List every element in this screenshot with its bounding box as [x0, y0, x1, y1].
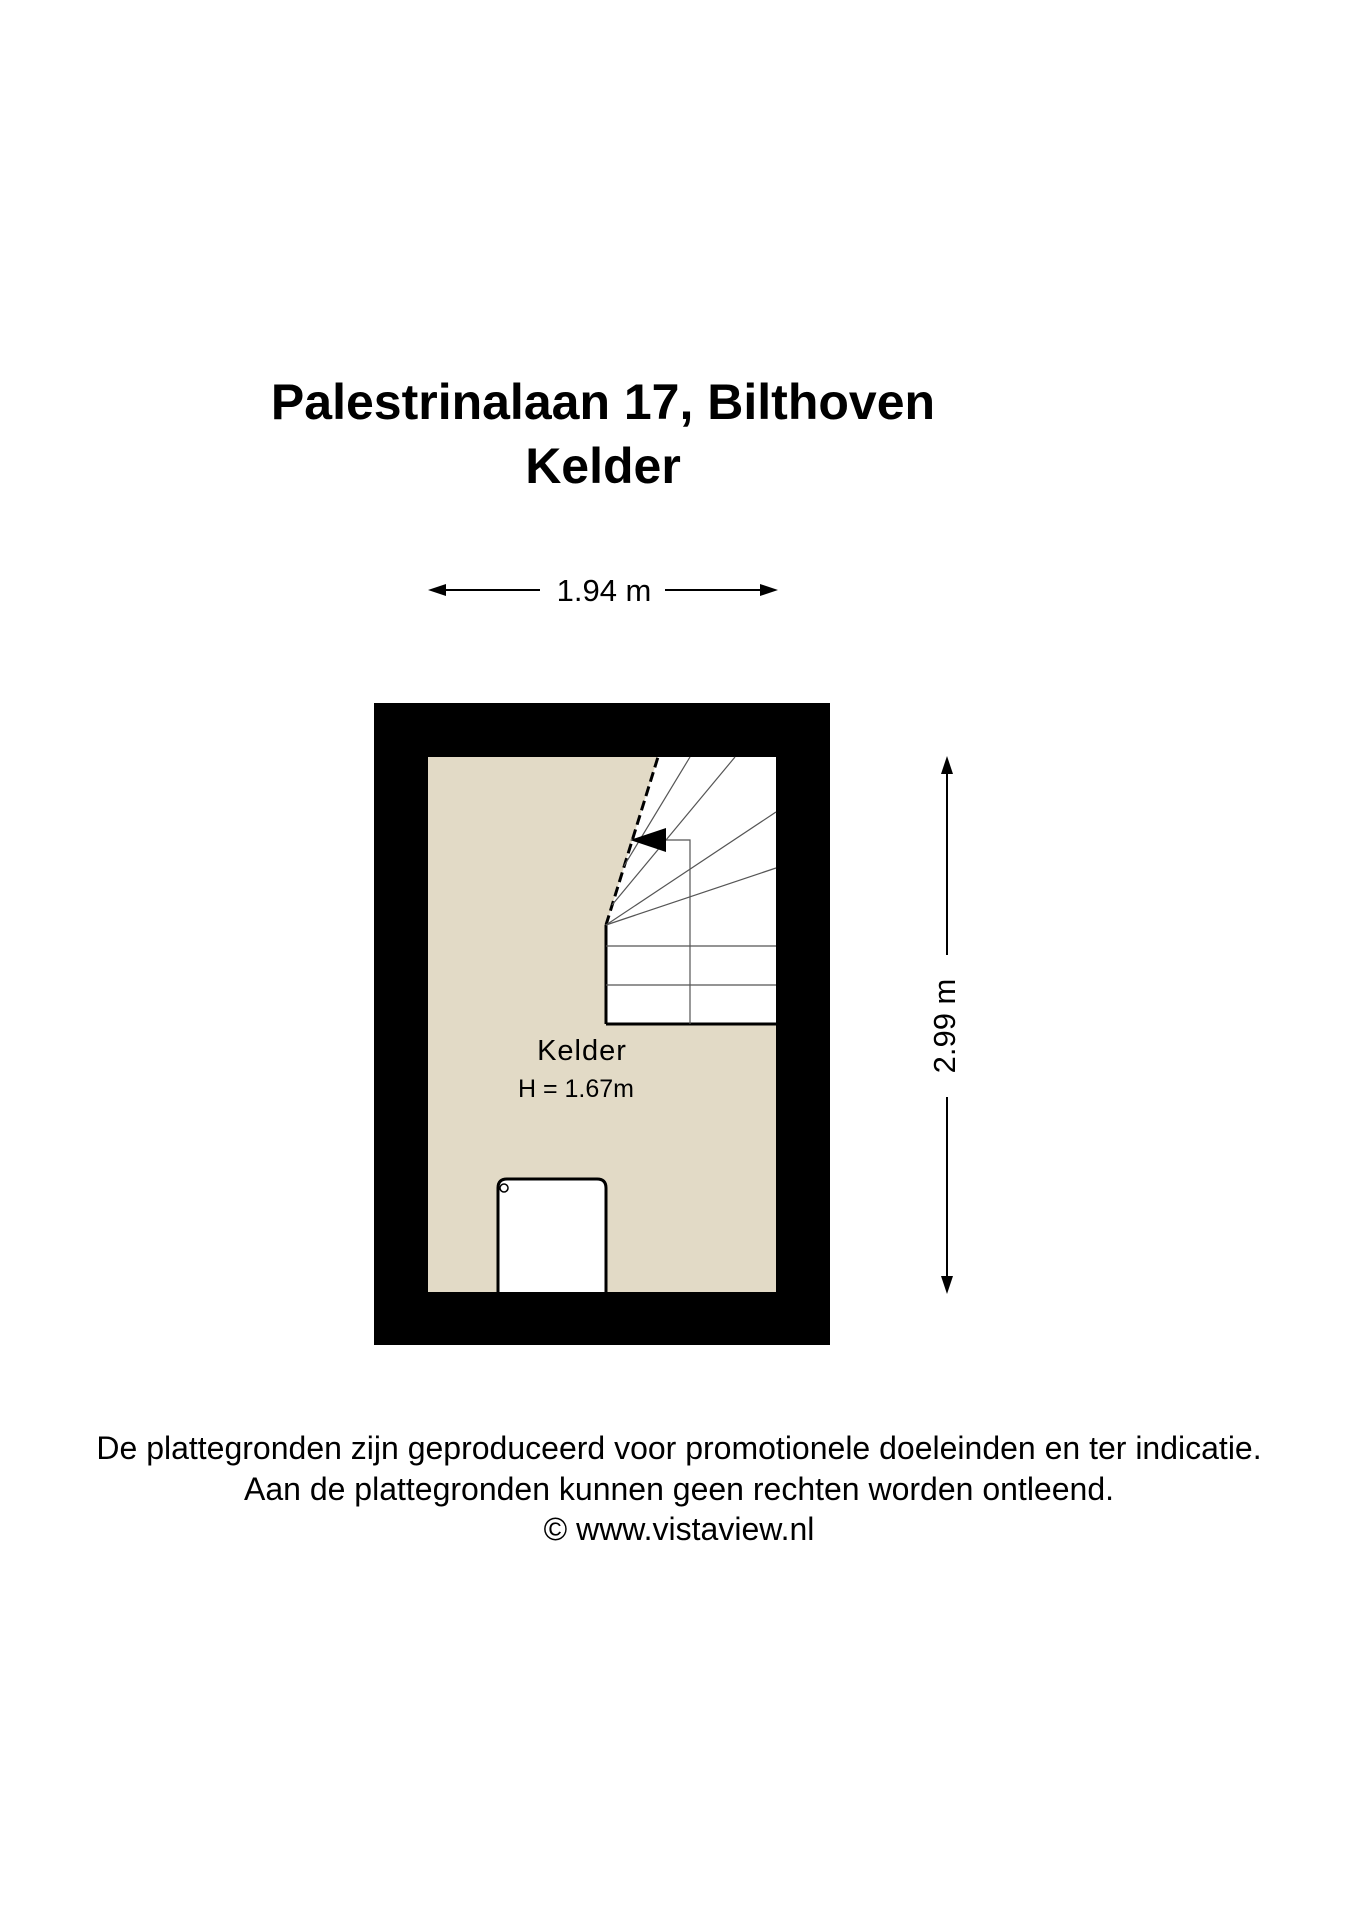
- width-dimension: [428, 573, 778, 608]
- copyright-link[interactable]: © www.vistaview.nl: [543, 1511, 815, 1547]
- arrow-down-icon: [941, 1276, 953, 1294]
- boiler: [498, 1179, 606, 1292]
- room-height: H = 1.67m: [517, 1075, 635, 1103]
- plan-title-floor: Kelder: [525, 438, 681, 494]
- plan-title-address: Palestrinalaan 17, Bilthoven: [270, 374, 936, 430]
- disclaimer-line-2: Aan de plattegronden kunnen geen rechten worden ontleend.: [243, 1471, 1114, 1507]
- width-dimension-label: 1.94 m: [556, 573, 652, 608]
- disclaimer-line-1: De plattegronden zijn geproduceerd voor promotionele doeleinden en ter indicatie.: [96, 1430, 1262, 1466]
- boiler-valve-icon: [500, 1184, 508, 1192]
- depth-dimension-label: 2.99 m: [927, 978, 963, 1074]
- room-name: Kelder: [537, 1035, 627, 1067]
- boiler-body: [498, 1179, 606, 1292]
- arrow-right-icon: [760, 584, 778, 596]
- depth-dimension: [927, 756, 962, 1294]
- arrow-left-icon: [428, 584, 446, 596]
- arrow-up-icon: [941, 756, 953, 774]
